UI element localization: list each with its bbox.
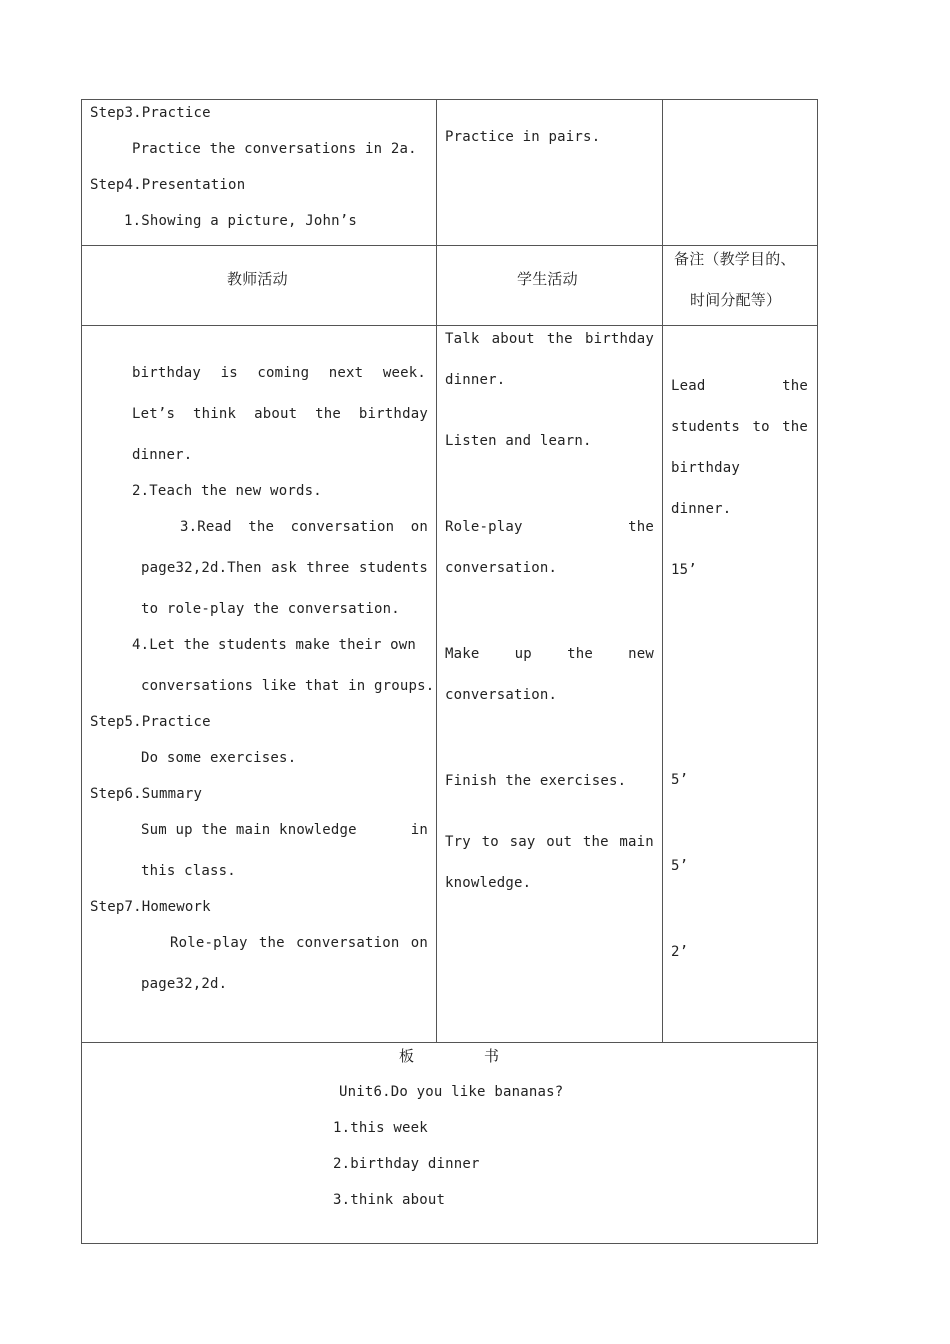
notes-line-4: dinner. [671, 501, 732, 517]
table-border-right [817, 99, 818, 1244]
student-line-9: Try to say out the main [445, 834, 654, 850]
notes-line-2: students to the [671, 419, 808, 435]
step3-text: Practice the conversations in 2a. [132, 141, 417, 157]
teacher-line-8: 4.Let the students make their own [132, 637, 416, 653]
teacher-line-2: Let’s think about the birthday [132, 406, 428, 422]
student-activity-top: Practice in pairs. [445, 129, 601, 145]
column-divider-1 [436, 99, 437, 1043]
column-divider-2 [662, 99, 663, 1043]
board-title-char-1: 板 [399, 1047, 415, 1065]
step5-title: Step5.Practice [90, 714, 211, 730]
student-line-3: Listen and learn. [445, 433, 592, 449]
step6-line-2: this class. [141, 863, 236, 879]
board-item-2: 2.birthday dinner [333, 1156, 480, 1172]
teacher-line-1: birthday is coming next week. [132, 365, 426, 381]
header-notes-line-1: 备注（教学目的、 [674, 250, 796, 268]
board-unit-title: Unit6.Do you like bananas? [339, 1084, 564, 1100]
student-line-7: conversation. [445, 687, 558, 703]
student-line-1: Talk about the birthday [445, 331, 654, 347]
teacher-line-3: dinner. [132, 447, 193, 463]
step6-title: Step6.Summary [90, 786, 203, 802]
board-title-char-2: 书 [484, 1047, 500, 1065]
header-notes-line-2: 时间分配等） [690, 291, 782, 309]
teacher-line-4: 2.Teach the new words. [132, 483, 322, 499]
student-line-6: Make up the new [445, 646, 654, 662]
header-student-activity: 学生活动 [517, 270, 578, 288]
board-item-1: 1.this week [333, 1120, 428, 1136]
step5-text: Do some exercises. [141, 750, 297, 766]
student-line-10: knowledge. [445, 875, 532, 891]
step3-title: Step3.Practice [90, 105, 211, 121]
notes-line-1: Lead the [671, 378, 808, 394]
table-rule-header-bottom [81, 325, 818, 326]
time-step4: 15’ [671, 562, 697, 578]
step7-line-2: page32,2d. [141, 976, 228, 992]
step4-item-1: 1.Showing a picture, John’s [124, 213, 357, 229]
board-item-3: 3.think about [333, 1192, 446, 1208]
step7-line-1: Role-play the conversation on [170, 935, 428, 951]
time-step7: 2’ [671, 944, 689, 960]
student-line-8: Finish the exercises. [445, 773, 627, 789]
notes-line-3: birthday [671, 460, 741, 476]
header-teacher-activity: 教师活动 [227, 270, 288, 288]
table-rule-board-top [81, 1042, 818, 1043]
student-line-4: Role-play the [445, 519, 654, 535]
teacher-line-7: to role-play the conversation. [141, 601, 400, 617]
student-line-2: dinner. [445, 372, 506, 388]
time-step6: 5’ [671, 858, 689, 874]
step7-title: Step7.Homework [90, 899, 211, 915]
teacher-line-9: conversations like that in groups. [141, 678, 435, 694]
teacher-line-6: page32,2d.Then ask three students [141, 560, 428, 576]
student-line-5: conversation. [445, 560, 558, 576]
table-rule-header-top [81, 245, 818, 246]
table-border-top [81, 99, 818, 100]
time-step5: 5’ [671, 772, 689, 788]
table-border-bottom [81, 1243, 818, 1244]
step6-line-1: Sum up the main knowledge in [141, 822, 428, 838]
teacher-line-5: 3.Read the conversation on [180, 519, 428, 535]
step4-title: Step4.Presentation [90, 177, 246, 193]
table-border-left [81, 99, 82, 1244]
